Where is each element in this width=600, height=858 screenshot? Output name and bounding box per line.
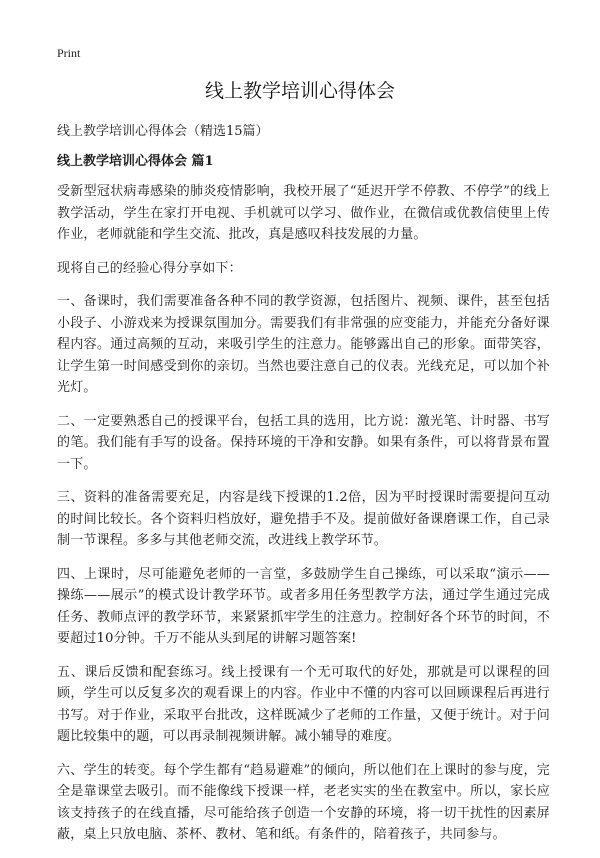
section-heading: 线上教学培训心得体会 篇1 — [57, 154, 214, 169]
paragraph-share-lead: 现将自己的经验心得分享如下： — [57, 260, 242, 276]
paragraph-point-2: 二、一定要熟悉自己的授课平台，包括工具的选用，比方说：激光笔、计时器、书写的笔。我们能有手写的设备。保持环境的干净和安静。如果有条件，可以将背景布置一下。 — [57, 413, 550, 472]
print-link[interactable]: Print — [57, 46, 81, 60]
paragraph-point-3: 三、资料的准备需要充足，内容是线下授课的1.2倍，因为平时授课时需要提问互动的时间比较长。各个资料归档放好，避免措手不及。提前做好备课磨课工作，自己录制一节课程。多多与其他老师交流，改进线上教学环节。 — [57, 490, 550, 548]
paragraph-point-1: 一、备课时，我们需要准备各种不同的教学资源，包括图片、视频、课件，甚至包括小段子、小游戏来为授课氛围加分。需要我们有非常强的应变能力，并能充分备好课程内容。通过高频的互动，来吸引学生的注意力。能够露出自己的形象。面带笑容，让学生第一时间感受到你的亲切。当然也要注意自己的仪表。光线充足，可以加个补光灯。 — [57, 294, 550, 395]
document-subtitle: 线上教学培训心得体会（精选15篇） — [57, 124, 269, 139]
paragraph-point-5: 五、课后反馈和配套练习。线上授课有一个无可取代的好处，那就是可以课程的回顾，学生可以反复多次的观看课上的内容。作业中不懂的内容可以回顾课程后再进行书写。对于作业，采取平台批改，这样既减少了老师的工作量，又便于统计。对于问题比较集中的题，可以再录制视频讲解。减小辅导的难度。 — [57, 664, 550, 744]
paragraph-point-4: 四、上课时，尽可能避免老师的一言堂，多鼓励学生自己操练，可以采取“演示——操练——展示”的模式设计教学环节。或者多用任务型教学方法，通过学生通过完成任务、教师点评的教学环节，来紧紧抓牢学生的注意力。控制好各个环节的时间，不要超过10分钟。千万不能从头到尾的讲解习题答案! — [57, 566, 550, 646]
page-title: 线上教学培训心得体会 — [204, 80, 395, 102]
paragraph-point-6: 六、学生的转变。每个学生都有“趋易避难”的倾向，所以他们在上课时的参与度，完全是靠课堂去吸引。而不能像线下授课一样，老老实实的坐在教室中。所以，家长应该支持孩子的在线直播，尽可能给孩子创造一个安静的环境，将一切干扰性的因素屏蔽，桌上只放电脑、茶杯、教材、笔和纸。有条件的，陪着孩子，共同参与。 — [57, 762, 550, 842]
article-body — [57, 181, 550, 858]
paragraph-intro: 受新型冠状病毒感染的肺炎疫情影响，我校开展了“延迟开学不停教、不停学”的线上教学活动，学生在家打开电视、手机就可以学习、做作业，在微信或优教信使里上传作业，老师就能和学生交流、批改，真是感叹科技发展的力量。 — [57, 184, 550, 242]
